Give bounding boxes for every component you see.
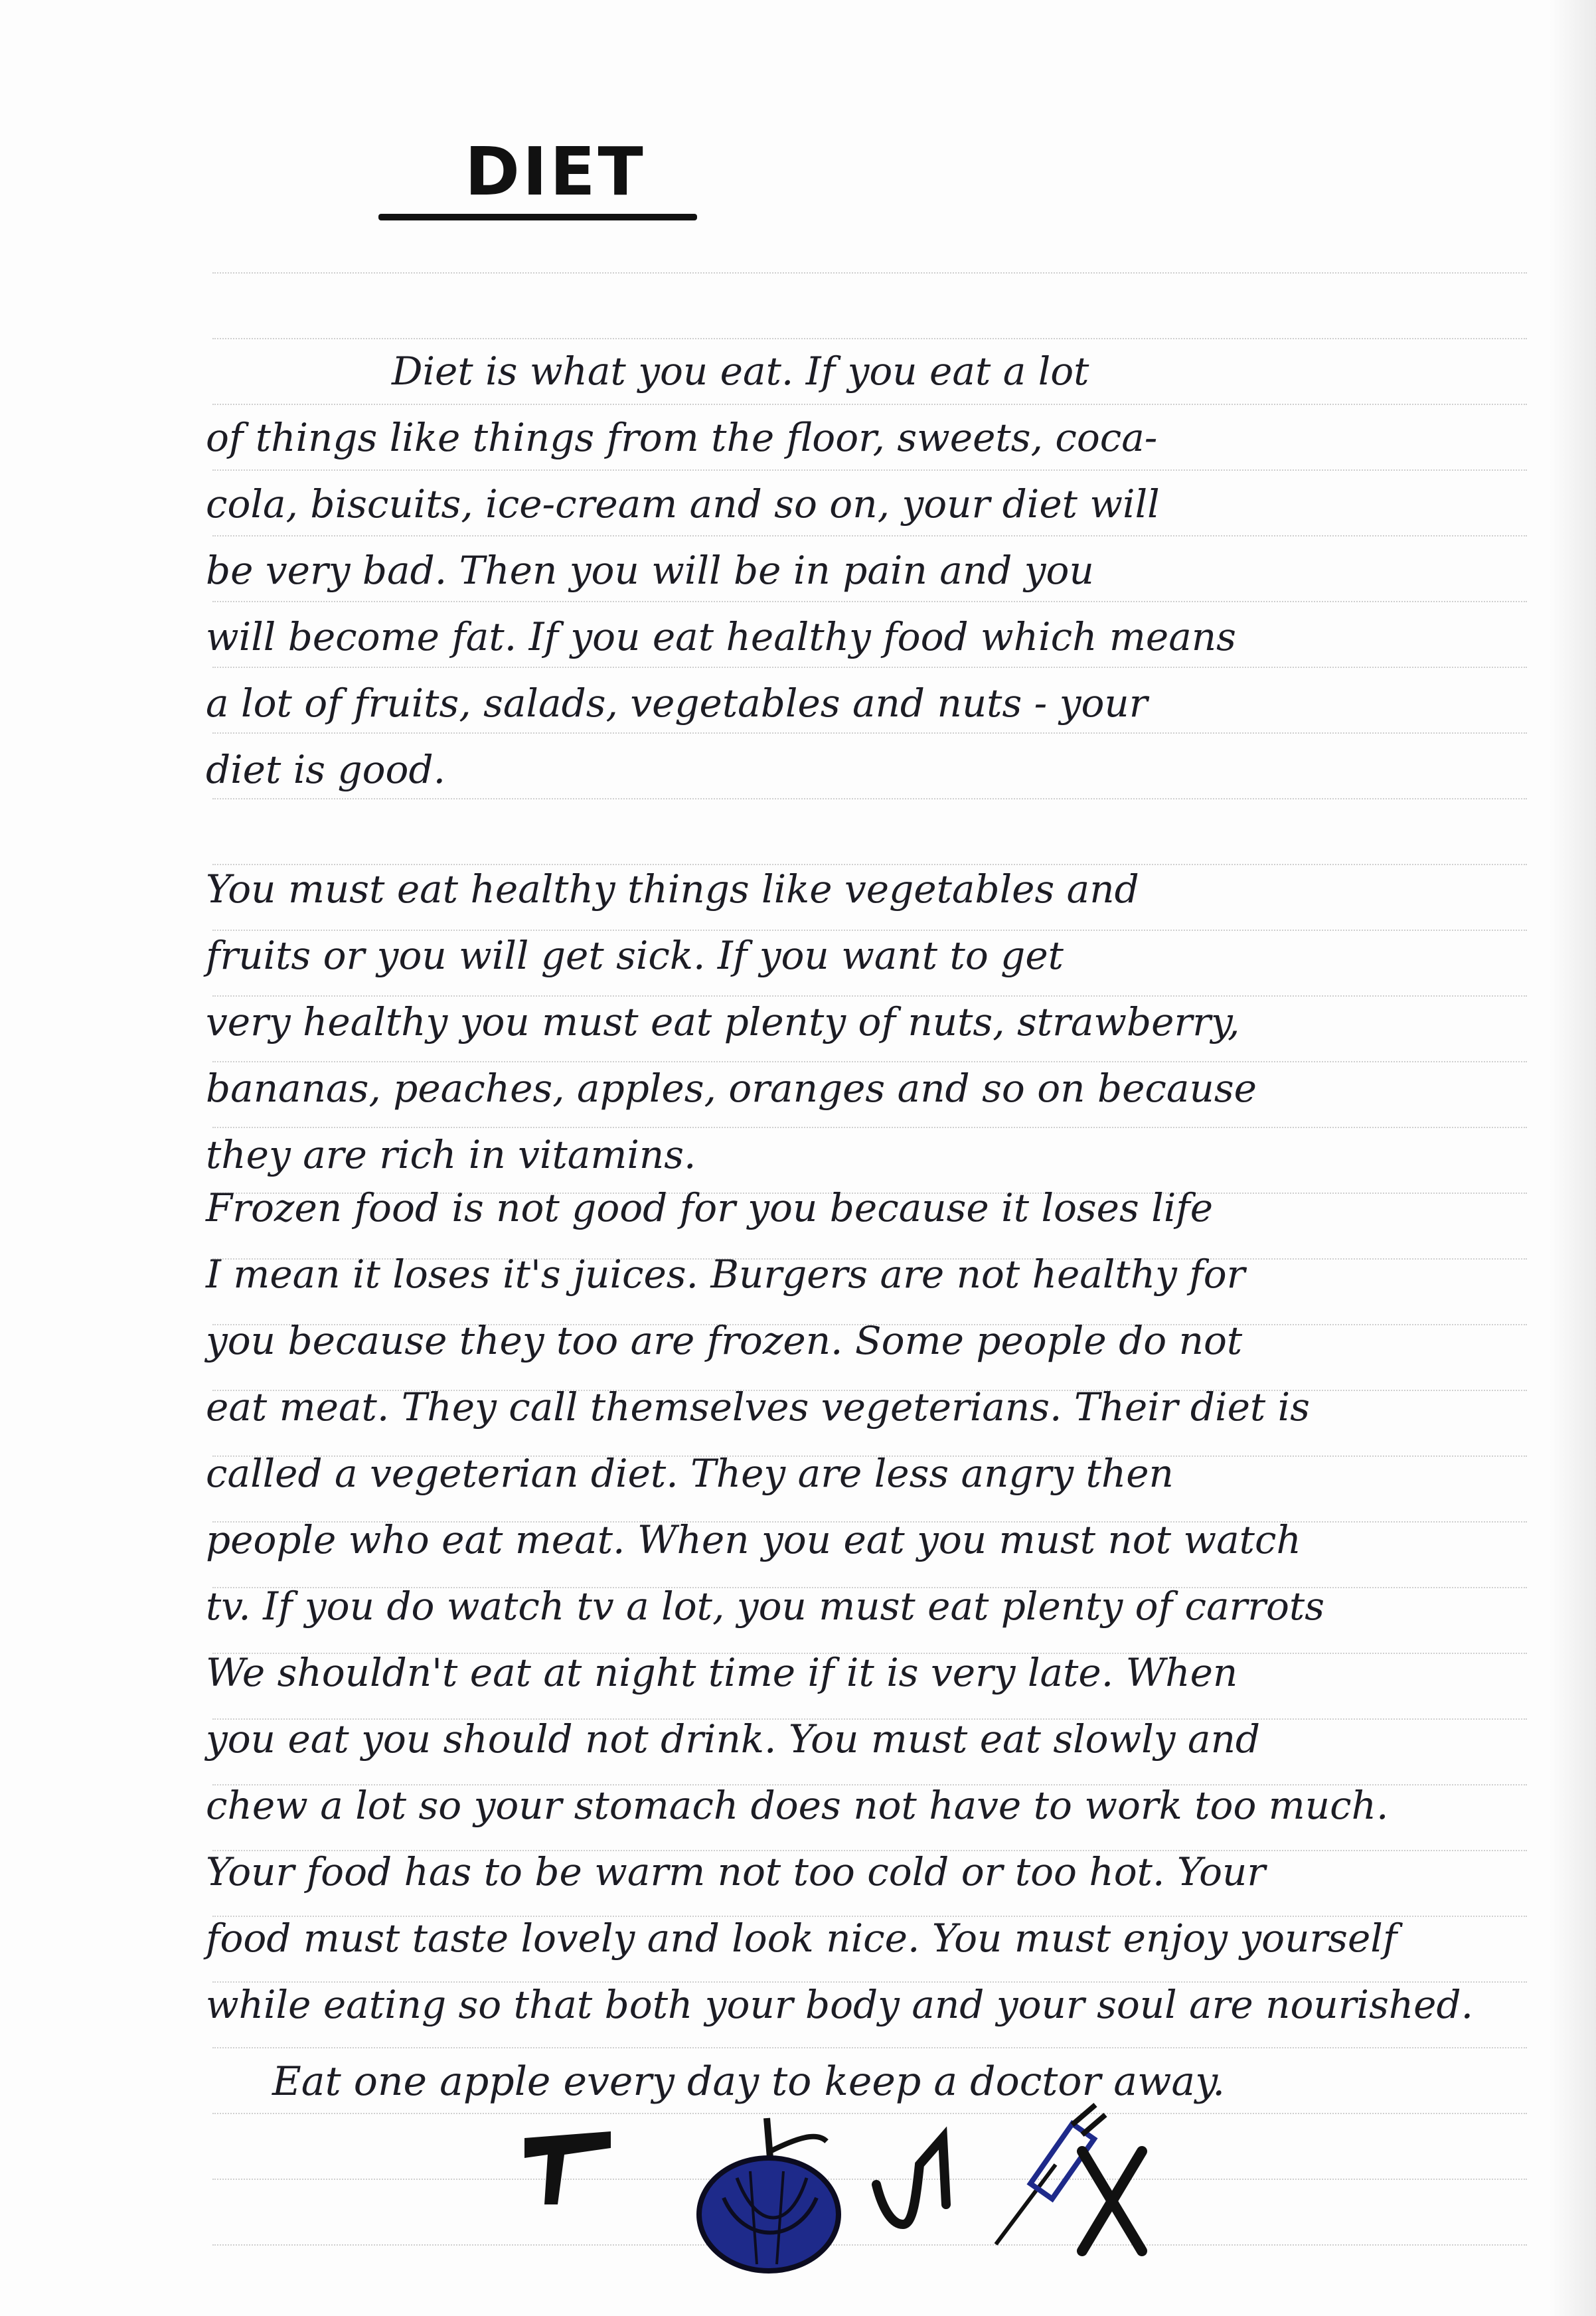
essay-line: We shouldn't eat at night time if it is very late. When [206,1650,1238,1695]
essay-line: I mean it loses it's juices. Burgers are not healthy for [206,1252,1245,1297]
essay-line: a lot of fruits, salads, vegetables and nuts - your [206,681,1148,726]
tick-mark-drawing [863,2125,963,2231]
essay-line: while eating so that both your body and your soul are nourished. [206,1982,1474,2027]
ruled-line [212,404,1527,405]
essay-line: eat meat. They call themselves vegeterians. Their diet is [206,1384,1310,1430]
apple-drawing [684,2105,856,2277]
essay-line: Your food has to be warm not too cold or too hot. Your [206,1849,1266,1894]
syringe-cross-drawing [983,2098,1155,2258]
essay-line: Diet is what you eat. If you eat a lot [392,349,1089,394]
essay-line: tv. If you do watch tv a lot, you must eat plenty of carrots [206,1584,1325,1629]
ruled-line [212,601,1527,602]
ruled-line [212,864,1527,865]
ruled-line [212,2113,1527,2114]
ruled-line [212,930,1527,931]
ruled-line [212,535,1527,537]
ruled-line [212,798,1527,799]
ruled-line [212,469,1527,471]
ruled-line [212,732,1527,734]
essay-line: called a vegeterian diet. They are less angry then [206,1451,1174,1496]
essay-line: be very bad. Then you will be in pain and you [206,548,1094,593]
ruled-line [212,2047,1527,2048]
ruled-line [212,995,1527,997]
ruled-line [212,338,1527,339]
essay-line: you eat you should not drink. You must eat slowly and [206,1716,1261,1762]
essay-line: you because they too are frozen. Some people do not [206,1318,1243,1363]
essay-line: You must eat healthy things like vegetables and [206,867,1139,912]
scan-edge-shadow [1550,0,1596,2316]
essay-line: people who eat meat. When you eat you must not watch [206,1517,1301,1562]
ruled-line [212,1127,1527,1128]
essay-line: fruits or you will get sick. If you want to get [206,933,1064,978]
ruled-line [212,667,1527,668]
essay-line: bananas, peaches, apples, oranges and so on because [206,1066,1257,1111]
essay-line: chew a lot so your stomach does not have to work too much. [206,1783,1389,1828]
title-underline [378,214,697,220]
page-title: DIET [465,133,646,210]
essay-line: diet is good. [206,747,446,792]
essay-line: cola, biscuits, ice-cream and so on, your diet will [206,481,1160,527]
essay-line: very healthy you must eat plenty of nuts, strawberry, [206,999,1240,1044]
ruled-line [212,2244,1527,2246]
essay-line: Frozen food is not good for you because it loses life [206,1185,1214,1230]
essay-line: of things like things from the floor, sweets, coca- [206,415,1158,460]
essay-line: food must taste lovely and look nice. You must enjoy yourself [206,1916,1397,1961]
closing-line: Eat one apple every day to keep a doctor away. [272,2058,1226,2105]
essay-line: they are rich in vitamins. [206,1132,696,1177]
ruled-line [212,272,1527,274]
ruled-line [212,1061,1527,1062]
essay-line: will become fat. If you eat healthy food which means [206,614,1236,659]
scribble-mark-drawing [518,2118,617,2218]
